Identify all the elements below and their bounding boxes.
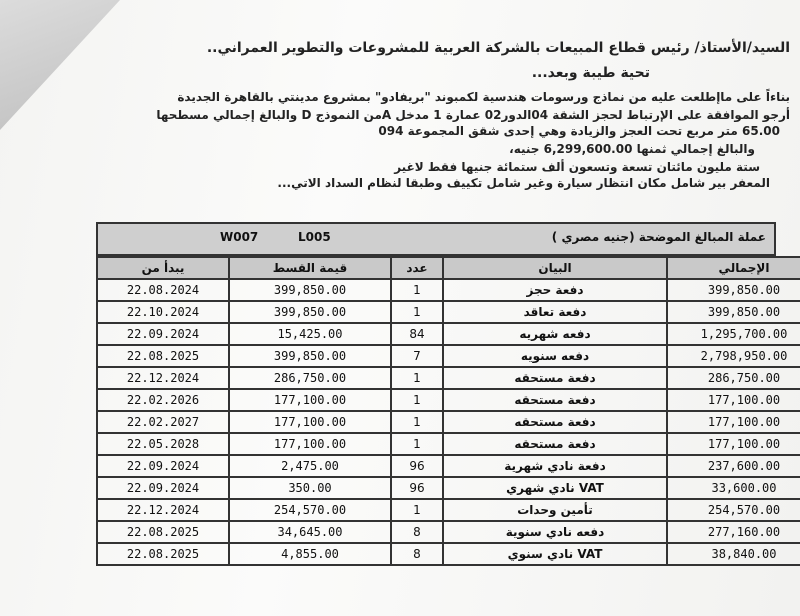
row-date: 22.02.2027 — [97, 411, 229, 433]
letter-line: ستة مليون مائتان تسعة وتسعون ألف ستمائة جنيها فقط لاغير — [394, 160, 760, 174]
table-row — [97, 389, 800, 411]
row-date: 22.02.2026 — [97, 389, 229, 411]
row-count: 8 — [391, 543, 443, 565]
row-count: 1 — [391, 433, 443, 455]
row-description: دفعه شهريه — [443, 323, 667, 345]
row-total: 177,100.00 — [667, 411, 800, 433]
row-total: 277,160.00 — [667, 521, 800, 543]
table-row — [97, 543, 800, 565]
letter-greeting: تحية طيبة وبعد... — [531, 65, 650, 81]
row-description: تأمين وحدات — [443, 499, 667, 521]
row-total: 177,100.00 — [667, 389, 800, 411]
row-count: 96 — [391, 477, 443, 499]
row-date: 22.09.2024 — [97, 477, 229, 499]
table-row — [97, 433, 800, 455]
table-row — [97, 499, 800, 521]
row-total: 399,850.00 — [667, 279, 800, 301]
row-date: 22.10.2024 — [97, 301, 229, 323]
row-description: VAT نادي شهري — [443, 477, 667, 499]
row-amount: 177,100.00 — [229, 433, 391, 455]
row-description: دفعه سنويه — [443, 345, 667, 367]
header-count: عدد — [391, 257, 443, 279]
unit-code: W007 — [220, 230, 259, 244]
table-row — [97, 411, 800, 433]
row-amount: 177,100.00 — [229, 389, 391, 411]
header-total: الإجمالي — [667, 257, 800, 279]
row-description: دفعة مستحقه — [443, 433, 667, 455]
row-total: 237,600.00 — [667, 455, 800, 477]
table-row — [97, 455, 800, 477]
row-amount: 254,570.00 — [229, 499, 391, 521]
table-row — [97, 521, 800, 543]
row-count: 1 — [391, 279, 443, 301]
row-date: 22.08.2025 — [97, 521, 229, 543]
letter-line: المعفر بير شامل مكان انتظار سيارة وغير شامل تكييف وطبقا لنظام السداد الاتي... — [277, 176, 770, 190]
row-description: دفعه نادي سنوية — [443, 521, 667, 543]
row-count: 1 — [391, 499, 443, 521]
row-description: VAT نادي سنوي — [443, 543, 667, 565]
table-row — [97, 367, 800, 389]
table-header-row — [97, 257, 800, 279]
row-amount: 399,850.00 — [229, 345, 391, 367]
row-description: دفعة مستحقه — [443, 389, 667, 411]
row-amount: 2,475.00 — [229, 455, 391, 477]
table-row — [97, 477, 800, 499]
page-fold — [0, 0, 120, 130]
payment-schedule — [96, 222, 788, 566]
row-amount: 177,100.00 — [229, 411, 391, 433]
row-total: 286,750.00 — [667, 367, 800, 389]
row-total: 254,570.00 — [667, 499, 800, 521]
row-description: دفعة حجز — [443, 279, 667, 301]
row-count: 7 — [391, 345, 443, 367]
row-description: دفعة تعاقد — [443, 301, 667, 323]
table-row — [97, 345, 800, 367]
row-date: 22.12.2024 — [97, 367, 229, 389]
table-row — [97, 301, 800, 323]
row-description: دفعة مستحقه — [443, 411, 667, 433]
row-count: 1 — [391, 367, 443, 389]
letter-line: والبالغ إجمالي ثمنها 6,299,600.00 جنيه، — [509, 142, 755, 156]
letter-recipient: السيد/الأستاذ/ رئيس قطاع المبيعات بالشركة العربية للمشروعات والتطوير العمراني.. — [206, 40, 790, 56]
row-count: 96 — [391, 455, 443, 477]
table-title: عملة المبالغ الموضحة (جنيه مصري ) — [551, 230, 766, 244]
row-amount: 4,855.00 — [229, 543, 391, 565]
row-description: دفعة نادي شهرية — [443, 455, 667, 477]
table-title-bar — [96, 222, 776, 256]
row-count: 84 — [391, 323, 443, 345]
row-total: 33,600.00 — [667, 477, 800, 499]
table-row — [97, 323, 800, 345]
row-amount: 34,645.00 — [229, 521, 391, 543]
header-amount: قيمة القسط — [229, 257, 391, 279]
row-description: دفعة مستحقه — [443, 367, 667, 389]
row-amount: 350.00 — [229, 477, 391, 499]
row-date: 22.09.2024 — [97, 323, 229, 345]
row-total: 177,100.00 — [667, 433, 800, 455]
letter-line: أرجو الموافقة على الإرتباط لحجز الشقة 04الدور02 عمارة 1 مدخل Aمن النموذج D والبالغ إجمالي مسطحها — [156, 108, 790, 122]
row-date: 22.08.2025 — [97, 345, 229, 367]
row-total: 1,295,700.00 — [667, 323, 800, 345]
header-date: يبدأ من — [97, 257, 229, 279]
letter-line: بناءاً على ماإطلعت عليه من نماذج ورسومات هندسية لكمبوند "بريفادو" بمشروع مدينتي بالقاهرة الجديدة — [177, 90, 790, 104]
payment-table — [96, 256, 800, 566]
row-count: 1 — [391, 389, 443, 411]
header-description: البيان — [443, 257, 667, 279]
table-row — [97, 279, 800, 301]
row-total: 2,798,950.00 — [667, 345, 800, 367]
unit-code: L005 — [298, 230, 331, 244]
row-date: 22.09.2024 — [97, 455, 229, 477]
row-date: 22.08.2024 — [97, 279, 229, 301]
row-total: 399,850.00 — [667, 301, 800, 323]
row-date: 22.08.2025 — [97, 543, 229, 565]
row-count: 1 — [391, 411, 443, 433]
row-date: 22.05.2028 — [97, 433, 229, 455]
row-total: 38,840.00 — [667, 543, 800, 565]
row-amount: 399,850.00 — [229, 301, 391, 323]
letter-line: 65.00 متر مربع تحت العجز والزيادة وهي إحدى شقق المجموعة 094 — [378, 124, 780, 138]
row-count: 8 — [391, 521, 443, 543]
row-date: 22.12.2024 — [97, 499, 229, 521]
row-amount: 15,425.00 — [229, 323, 391, 345]
row-amount: 399,850.00 — [229, 279, 391, 301]
row-count: 1 — [391, 301, 443, 323]
row-amount: 286,750.00 — [229, 367, 391, 389]
